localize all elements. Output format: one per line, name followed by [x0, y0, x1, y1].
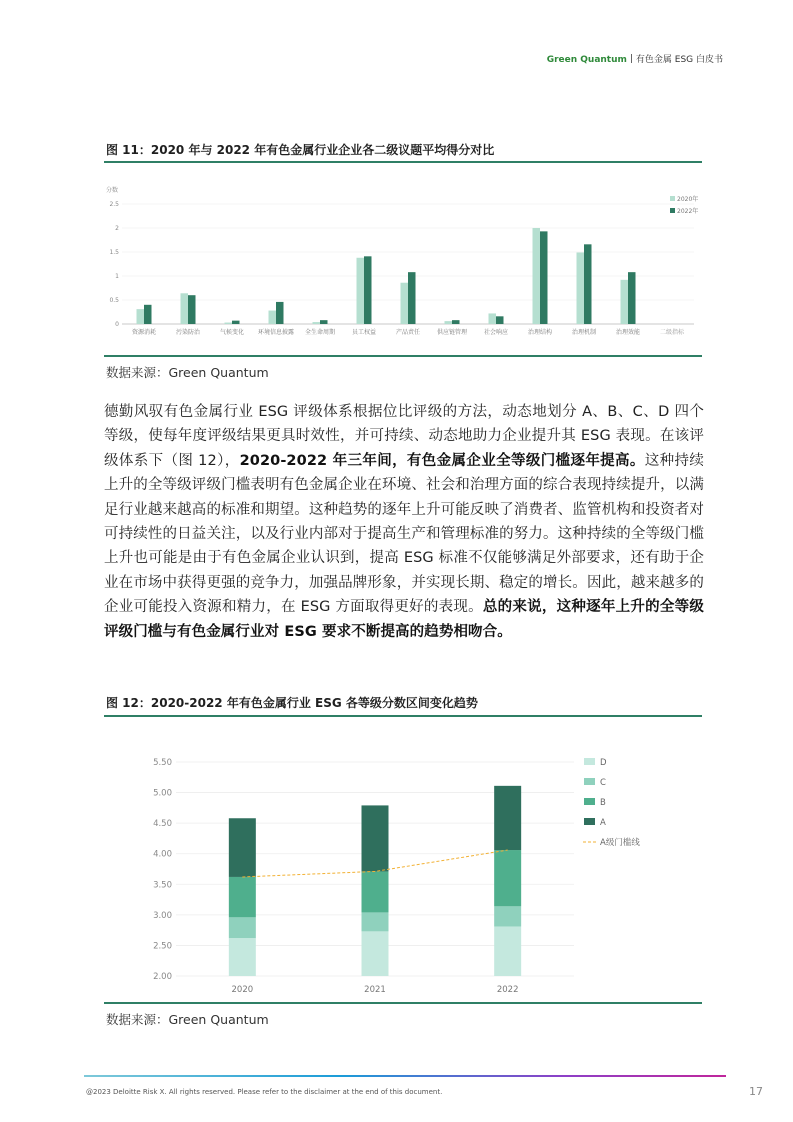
bar [401, 283, 409, 324]
bar [408, 272, 416, 324]
paragraph-bold-1: 2020-2022 年三年间，有色金属企业全等级门槛逐年提高。 [239, 452, 645, 469]
stacked-segment-c [229, 917, 256, 938]
y-tick-label: 5.50 [153, 758, 172, 768]
y-tick-label: 2 [115, 225, 119, 232]
y-tick-label: 2.00 [153, 972, 172, 982]
page-number: 17 [749, 1085, 763, 1098]
legend-label: 2022年 [677, 208, 699, 215]
legend-swatch [670, 196, 675, 201]
paragraph-bold-2: 总的来说，这种逐年上升的全等级评级门槛与有色金属行业对 ESG 要求不断提高的趋势相吻合。 [104, 599, 704, 640]
figure-11-chart [104, 180, 702, 350]
bar [496, 316, 504, 324]
bar [225, 323, 233, 324]
legend-label: A级门槛线 [600, 838, 640, 848]
document-title: 有色金属 ESG 白皮书 [635, 55, 723, 65]
x-tick-label: 资源消耗 [131, 329, 157, 336]
legend-label: B [600, 798, 606, 808]
bar [445, 321, 453, 324]
y-tick-label: 2.5 [109, 201, 119, 208]
x-axis-title: 二级指标 [659, 329, 685, 336]
stacked-segment-b [362, 871, 389, 912]
bar [357, 258, 365, 324]
stacked-segment-b [494, 850, 521, 906]
figure-12-chart [104, 740, 702, 1002]
figure-12-bottom-rule [104, 1002, 702, 1004]
x-tick-label: 社会响应 [483, 329, 509, 336]
bar [137, 309, 145, 324]
bar [276, 302, 284, 324]
y-tick-label: 5.00 [153, 788, 172, 799]
y-tick-label: 2.50 [153, 941, 172, 952]
bar [489, 313, 497, 324]
x-tick-label: 污染防治 [175, 329, 201, 336]
y-tick-label: 1.5 [109, 249, 119, 256]
bar [320, 320, 328, 324]
stacked-segment-c [362, 912, 389, 931]
x-tick-label: 2022 [496, 985, 519, 995]
legend-label: A [600, 818, 606, 828]
x-tick-label: 治理结构 [527, 329, 553, 336]
stacked-segment-d [494, 926, 521, 976]
legend-label: D [600, 758, 607, 768]
x-tick-label: 产品责任 [395, 329, 421, 336]
bar [577, 252, 585, 324]
bar [628, 272, 636, 324]
legend-label: 2020年 [677, 196, 699, 203]
legend-swatch [584, 758, 595, 765]
figure-11-top-rule [104, 161, 702, 163]
body-paragraph [104, 400, 704, 644]
legend-label: C [600, 778, 606, 788]
paragraph-text-1: 德勤风驭有色金属行业 ESG 评级体系根据位比评级的方法，动态地划分 A、B、C、D 四个等级，使每年度评级结果更具时效性，并可持续、动态地助力企业提升其 ESG 表现。在该评级体系下（图 12）， [104, 404, 704, 469]
legend-swatch [584, 818, 595, 825]
figure-12-source: 数据来源：Green Quantum [106, 1012, 269, 1027]
x-tick-label: 供应链管理 [436, 329, 468, 336]
x-tick-label: 治理效能 [615, 329, 641, 336]
bar [313, 322, 321, 324]
page-header [547, 52, 723, 65]
y-axis-title: 分数 [106, 187, 119, 194]
stacked-segment-a [494, 786, 521, 850]
y-tick-label: 3.00 [153, 910, 172, 921]
stacked-segment-d [229, 938, 256, 976]
y-tick-label: 4.50 [153, 819, 172, 830]
x-tick-label: 2020 [231, 985, 254, 995]
figure-11-source: 数据来源：Green Quantum [106, 365, 269, 380]
bar [232, 321, 240, 324]
legend-swatch [584, 778, 595, 785]
y-tick-label: 0.5 [109, 297, 119, 304]
y-tick-label: 4.00 [153, 849, 172, 860]
bar [540, 231, 548, 324]
footer-copyright: @2023 Deloitte Risk X. All rights reserved. Please refer to the disclaimer at the end of this document. [86, 1088, 443, 1096]
x-tick-label: 环境信息披露 [257, 329, 295, 336]
y-tick-label: 3.50 [153, 880, 172, 891]
bar [181, 293, 189, 324]
stacked-segment-a [229, 818, 256, 877]
x-tick-label: 员工权益 [351, 329, 377, 336]
y-tick-label: 0 [115, 321, 119, 328]
bar [533, 228, 541, 324]
figure-12-title: 图 12：2020-2022 年有色金属行业 ESG 各等级分数区间变化趋势 [106, 696, 478, 710]
brand-name: Green Quantum [546, 55, 627, 65]
figure-12-top-rule [104, 715, 702, 717]
stacked-segment-c [494, 906, 521, 926]
figure-11-title: 图 11：2020 年与 2022 年有色金属行业企业各二级议题平均得分对比 [106, 143, 495, 157]
x-tick-label: 治理机制 [571, 329, 597, 336]
header-divider [631, 54, 632, 63]
bar [144, 305, 152, 324]
bar [269, 311, 277, 324]
legend-swatch [584, 798, 595, 805]
paragraph-text-2: 这种持续上升的全等级评级门槛表明有色金属企业在环境、社会和治理方面的综合表现持续提升，以满足行业越来越高的标准和期望。这种趋势的逐年上升可能反映了消费者、监管机构和投资者对可持续性的日益关注，以及行业内部对于提高生产和管理标准的努力。这种持续的全等级门槛上升也可能是由于有色金属企业认识到，提高 ESG 标准不仅能够满足外部要求，还有助于企业在市场中获得更强的竞争力，加强品牌形象，并实现长期、稳定的增长。因此，越来越多的企业可能投入资源和精力，在 ESG 方面取得更好的表现。 [104, 452, 704, 616]
stacked-segment-a [362, 805, 389, 871]
stacked-segment-d [362, 931, 389, 976]
figure-11-bottom-rule [104, 355, 702, 357]
bar [621, 280, 629, 324]
stacked-segment-b [229, 877, 256, 917]
bar [452, 320, 460, 324]
x-tick-label: 全生命周期 [304, 329, 336, 336]
y-tick-label: 1 [115, 273, 119, 280]
bar [584, 244, 592, 324]
bar [364, 256, 372, 324]
x-tick-label: 气候变化 [219, 329, 245, 336]
footer-gradient-bar [84, 1075, 726, 1077]
x-tick-label: 2021 [364, 985, 386, 995]
bar [188, 295, 196, 324]
legend-swatch [670, 208, 675, 213]
